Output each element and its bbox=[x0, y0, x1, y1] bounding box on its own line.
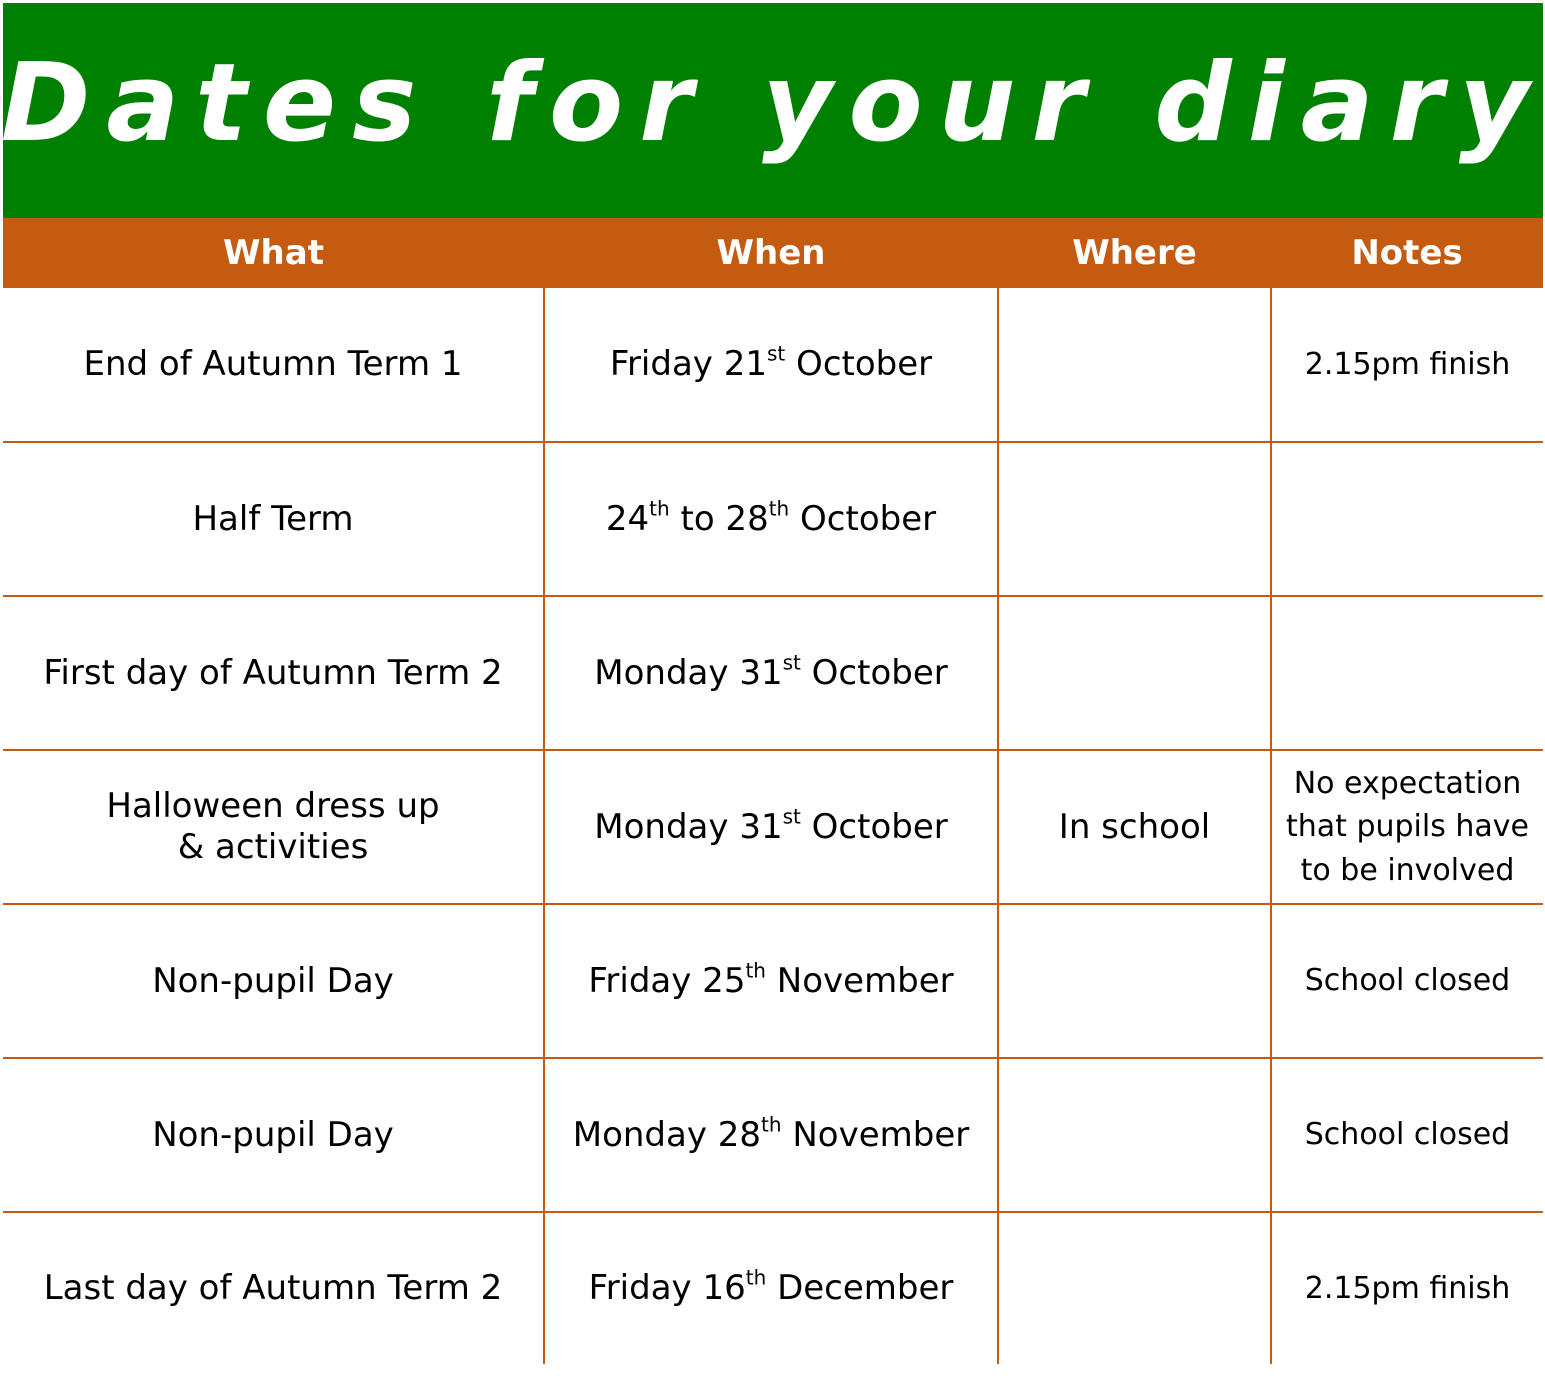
when-text: 24 bbox=[605, 498, 650, 539]
table-row bbox=[3, 596, 1543, 750]
when-cell bbox=[544, 1058, 998, 1212]
notes-cell: School closed bbox=[1271, 1058, 1543, 1212]
when-text: to 28 bbox=[669, 498, 769, 539]
table-row bbox=[3, 1212, 1543, 1364]
diary-table bbox=[3, 218, 1543, 1364]
date-ordinal: th bbox=[761, 1112, 782, 1137]
what-line: Halloween dress up bbox=[106, 786, 440, 827]
column-header-notes: Notes bbox=[1351, 233, 1463, 273]
when-text: November bbox=[765, 960, 954, 1001]
date-ordinal: st bbox=[782, 804, 801, 829]
what-cell: Non-pupil Day bbox=[3, 1058, 544, 1212]
table-header bbox=[3, 218, 1543, 288]
column-header-what: What bbox=[223, 233, 324, 273]
what-cell: Last day of Autumn Term 2 bbox=[3, 1212, 544, 1364]
where-cell bbox=[998, 596, 1271, 750]
what-cell bbox=[3, 750, 544, 904]
table-row bbox=[3, 750, 1543, 904]
notes-cell: 2.15pm finish bbox=[1271, 1212, 1543, 1364]
where-cell bbox=[998, 1058, 1271, 1212]
date-ordinal: st bbox=[782, 650, 801, 675]
when-cell bbox=[544, 442, 998, 596]
notes-cell bbox=[1271, 750, 1543, 904]
what-cell: End of Autumn Term 1 bbox=[83, 344, 463, 385]
when-text: Monday 31 bbox=[594, 652, 783, 693]
notes-line: to be involved bbox=[1300, 852, 1515, 888]
what-cell: Non-pupil Day bbox=[3, 904, 544, 1058]
when-text: October bbox=[800, 806, 948, 847]
what-line: & activities bbox=[177, 827, 369, 867]
when-text: Friday 25 bbox=[588, 960, 746, 1001]
notes-cell bbox=[1271, 596, 1543, 750]
where-cell: In school bbox=[998, 750, 1271, 904]
when-text: Monday 31 bbox=[594, 806, 783, 847]
when-cell bbox=[544, 750, 998, 904]
table-row bbox=[3, 442, 1543, 596]
where-cell bbox=[998, 1212, 1271, 1364]
date-ordinal: th bbox=[649, 496, 670, 521]
where-cell bbox=[998, 442, 1271, 596]
table-body bbox=[3, 288, 1543, 1364]
notes-cell: 2.15pm finish bbox=[1271, 288, 1543, 442]
where-cell bbox=[998, 904, 1271, 1058]
when-cell bbox=[544, 904, 998, 1058]
when-text: Friday 21 bbox=[609, 344, 767, 385]
notes-cell bbox=[1271, 442, 1543, 596]
title-banner bbox=[0, 3, 1545, 218]
column-header-when: When bbox=[716, 233, 826, 273]
date-ordinal: th bbox=[768, 496, 790, 521]
table-row bbox=[3, 1058, 1543, 1212]
when-cell bbox=[544, 1212, 998, 1364]
date-ordinal: th bbox=[745, 958, 766, 983]
when-cell bbox=[544, 288, 998, 442]
date-ordinal: st bbox=[766, 341, 786, 366]
notes-cell: School closed bbox=[1271, 904, 1543, 1058]
page-title: Dates for your diary bbox=[0, 40, 1545, 166]
what-cell: First day of Autumn Term 2 bbox=[3, 596, 544, 750]
when-text: October bbox=[785, 344, 933, 385]
what-cell: Half Term bbox=[3, 442, 544, 596]
when-text: Monday 28 bbox=[572, 1114, 762, 1155]
column-header-where: Where bbox=[1072, 233, 1197, 273]
when-cell bbox=[544, 596, 998, 750]
when-text: October bbox=[800, 652, 948, 693]
table-row bbox=[3, 288, 1543, 442]
when-text: Friday 16 bbox=[588, 1268, 746, 1309]
notes-line: No expectation bbox=[1293, 765, 1522, 801]
table-row bbox=[3, 904, 1543, 1058]
when-text: October bbox=[789, 498, 937, 539]
when-text: November bbox=[781, 1114, 970, 1155]
date-ordinal: th bbox=[745, 1265, 767, 1290]
where-cell bbox=[998, 288, 1271, 442]
notes-line: that pupils have bbox=[1285, 809, 1529, 845]
header-row bbox=[3, 218, 1543, 288]
when-text: December bbox=[766, 1268, 954, 1309]
